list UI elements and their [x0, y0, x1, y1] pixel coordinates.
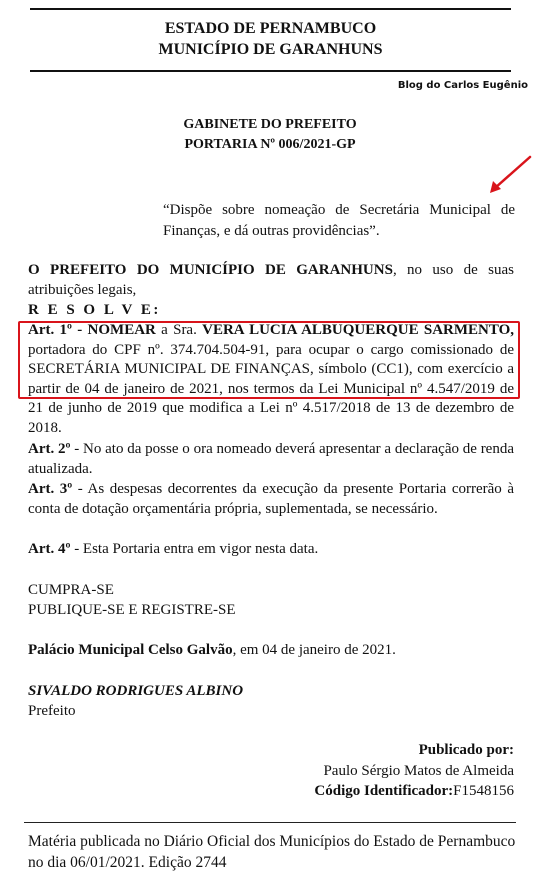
date-text: , em 04 de janeiro de 2021. — [232, 642, 396, 658]
red-arrow-icon — [486, 154, 534, 196]
article-2-text: - No ato da posse o ora nomeado deverá apresentar a declaração de renda atualizada. — [28, 441, 514, 477]
publisher-name: Paulo Sérgio Matos de Almeida — [323, 763, 514, 779]
article-3-text: - As despesas decorrentes da execução da presente Portaria correrão à conta de dotação orçamentária própria, suplementada, se necessário. — [28, 481, 515, 517]
footer-divider — [24, 822, 516, 823]
document-header — [30, 8, 511, 72]
article-2 — [28, 440, 514, 479]
palace-name: Palácio Municipal Celso Galvão — [28, 642, 233, 658]
signatory-title: Prefeito — [28, 703, 76, 719]
article-4 — [28, 540, 514, 560]
identifier-label: Código Identificador: — [314, 783, 454, 799]
resolve-heading: R E S O L V E: — [28, 302, 161, 318]
identifier-value: F1548156 — [453, 783, 514, 799]
article-1: Art. 1º - NOMEAR a Sra. VERA LUCIA ALBUQUERQUE SARMENTO, portadora do CPF nº. 374.704.504-91, para ocupar o cargo comissionado de SECRETÁRIA MUNICIPAL DE FINANÇAS, símbolo (CC1), com exercício a partir de 04 de janeiro de 2021, nos termos da Lei Municipal nº 4.547/2019 de 21 de junho de 2019 que modifica a Lei nº 4.517/2018 de 13 de dezembro de 2018. — [28, 322, 515, 436]
place-date — [28, 640, 396, 660]
identifier-code — [314, 781, 514, 801]
highlight-box — [18, 321, 520, 399]
article-1-text: portadora do CPF nº. 374.704.504-91, para ocupar o cargo comissionado de SECRETÁRIA MUNICIPAL DE FINANÇAS, símbolo (CC1), com exercício a partir de 04 de janeiro de 2021, nos termos da Lei Municipal nº 4.547/2019 de 21 de junho de 2019 que modifica a Lei nº 4.517/2018 de 13 de dezembro de 2018. — [28, 341, 514, 436]
portaria-number: PORTARIA Nº 006/2021-GP — [184, 137, 356, 152]
article-1-verb: NOMEAR — [87, 322, 156, 338]
article-3 — [28, 480, 514, 519]
article-4-text: - Esta Portaria entra em vigor nesta data. — [70, 541, 319, 557]
state-name: ESTADO DE PERNAMBUCO — [164, 20, 377, 37]
signatory-name: SIVALDO RODRIGUES ALBINO — [28, 683, 244, 699]
municipality-name: MUNICÍPIO DE GARANHUNS — [158, 41, 383, 58]
closing-line-2: PUBLIQUE-SE E REGISTRE-SE — [28, 602, 236, 618]
preamble-authority: O PREFEITO DO MUNICÍPIO DE GARANHUNS — [28, 262, 393, 278]
closing-line-1: CUMPRA-SE — [28, 582, 114, 598]
office-title: GABINETE DO PREFEITO — [183, 117, 357, 132]
article-4-label: Art. 4º — [28, 541, 71, 557]
blog-credit: Blog do Carlos Eugênio — [397, 80, 528, 91]
preamble-text: , no uso de suas atribuições legais, — [28, 262, 514, 298]
published-by-label: Publicado por: — [418, 742, 514, 758]
appointee-name: VERA LUCIA ALBUQUERQUE SARMENTO, — [202, 322, 515, 338]
preamble — [28, 261, 514, 300]
article-1-label: Art. 1º — [28, 322, 72, 338]
footer-note: Matéria publicada no Diário Oficial dos Municípios do Estado de Pernambuco no dia 06/01/2021. Edição 2744 — [28, 833, 516, 871]
article-2-label: Art. 2º — [28, 441, 71, 457]
ementa: “Dispõe sobre nomeação de Secretária Municipal de Finanças, e dá outras providências”. — [163, 202, 515, 239]
article-3-label: Art. 3º — [28, 481, 73, 497]
